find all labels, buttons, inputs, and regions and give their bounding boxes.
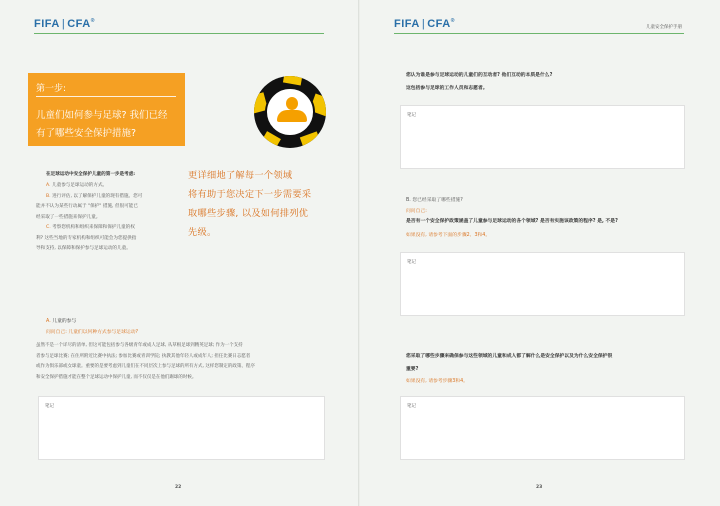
list-text: 儿童参与足球运动的方式。: [52, 183, 108, 188]
logo-cfa-text: CFA: [67, 18, 91, 30]
badge-inner-circle: [265, 87, 315, 137]
notes-field[interactable]: [400, 252, 685, 316]
logo-registered-mark: ®: [90, 18, 95, 24]
notes-label: 笔记: [407, 113, 416, 118]
notes-label: 笔记: [407, 260, 416, 265]
ask-yourself-prompt: 问问自己: 儿童们以何种方式参与足球运动?: [46, 330, 139, 335]
logo-separator: |: [421, 18, 426, 30]
list-letter: C.: [46, 225, 51, 230]
pull-quote-line: 先级。: [188, 227, 217, 238]
ask-yourself-prompt: 问问自己:: [406, 209, 427, 214]
section-letter: A.: [46, 319, 51, 324]
pull-quote-line: 取哪些步骤, 以及如何排列优: [188, 208, 309, 219]
pull-quote: [188, 166, 338, 242]
ball-patch: [300, 131, 322, 148]
person-body-icon: [277, 110, 307, 122]
logo-separator: |: [61, 18, 66, 30]
list-letter: B.: [46, 193, 51, 199]
notes-label: 笔记: [407, 404, 416, 409]
body-line: 和安全保护措施才能在整个足球运动中保护儿童, 而不仅仅是在他们踢球的时候。: [36, 374, 197, 380]
logo-fifa-text: FIFA: [34, 18, 60, 30]
list-text: 进行评估, 以了解保护儿童的现有措施。您可: [52, 193, 143, 199]
notes-field[interactable]: [400, 396, 685, 460]
section-a-body: [36, 341, 328, 383]
logo-cfa-text: CFA: [427, 18, 451, 30]
check-heading: 在足球运动中安全保护儿童的第一步是考虑:: [46, 172, 136, 177]
list-text: 利? 这些当地的专家机构和组织可能会为您提供指: [36, 235, 137, 241]
list-text: 考察您机构和组织来保障和保护儿童的权: [52, 225, 135, 230]
question-interactions: 您认为谁是参与足球运动的儿童们的互动者? 他们互动的本质是什么?: [406, 73, 553, 78]
fifa-cfa-logo: [394, 18, 455, 30]
list-text: 能并不认为某些行动属于 "保护" 措施, 但很可能已: [36, 204, 138, 209]
notes-field[interactable]: [400, 105, 685, 169]
page-23: [360, 0, 720, 506]
list-item-a: [46, 181, 107, 191]
step-callout-box: [28, 73, 185, 146]
page-number: 23: [536, 485, 543, 490]
logo-fifa-text: FIFA: [394, 18, 420, 30]
step-label: 第一步:: [36, 84, 67, 94]
list-text: 导和支持, 以保障和保护参与足球运动的儿童。: [36, 246, 131, 251]
steps-hint: 如果没有, 请参考步骤3和4。: [406, 379, 468, 384]
page-number: 22: [175, 485, 182, 490]
pull-quote-line: 将有助于您决定下一步需要采: [188, 189, 312, 200]
ball-patch: [283, 76, 303, 85]
body-line: 者参与足球比赛; 在住所附近比赛中执法; 参加比赛或青训学院; 执教其他年轻人或成年人; 担任比赛日志愿者: [36, 353, 251, 359]
body-line: 或作为俱乐部或女球童。重要的是要考虑到儿童们在不同层次上参与足球的所有方式, 这样您制定的政策、程序: [36, 364, 255, 369]
header-title: 儿童安全保护手册: [646, 25, 682, 30]
list-item-c: [46, 223, 135, 233]
pull-quote-line: 更详细地了解每一个领域: [188, 170, 293, 181]
safeguarding-badge-icon: [254, 76, 326, 148]
callout-divider: [36, 96, 176, 97]
step-question-line-2: 有了哪些安全保护措施?: [36, 128, 137, 139]
steps-hint: 如果没有, 请参考下面的步骤2、3和4。: [406, 233, 491, 238]
question-awareness-cont: 重要?: [406, 367, 419, 372]
notes-field[interactable]: [38, 396, 325, 460]
list-text: 经采取了一些措施来保护儿童。: [36, 214, 101, 220]
question-policy: 是否有一个安全保护政策涵盖了儿童参与足球运动的各个领域? 是否有实施该政策的程序? 是, 不是?: [406, 219, 618, 224]
body-line: 虽然不是一个详尽的清单, 但这可能包括参与各级青年或成人足球, 从草根足球到精英足球; 作为一个支持: [36, 343, 243, 348]
list-letter: A.: [46, 183, 51, 188]
header-rule: [34, 33, 324, 34]
question-interactions-note: 这包括参与足球的工作人员和志愿者。: [406, 86, 488, 91]
person-head-icon: [286, 97, 298, 110]
section-b-heading: B. 您已经采取了哪些措施?: [406, 198, 463, 203]
question-awareness: 您采取了哪些步骤来确保参与这些领域的儿童和成人都了解什么是安全保护以及为什么安全保护很: [406, 354, 613, 359]
list-item-b: [46, 192, 142, 202]
step-question-line-1: 儿童们如何参与足球? 我们已经: [36, 110, 168, 121]
logo-registered-mark: ®: [450, 18, 455, 24]
section-a-heading: [46, 317, 76, 324]
notes-label: 笔记: [45, 404, 54, 409]
fifa-cfa-logo: [34, 18, 95, 30]
header-rule: [394, 33, 684, 34]
section-title: 儿童的参与: [52, 319, 77, 324]
